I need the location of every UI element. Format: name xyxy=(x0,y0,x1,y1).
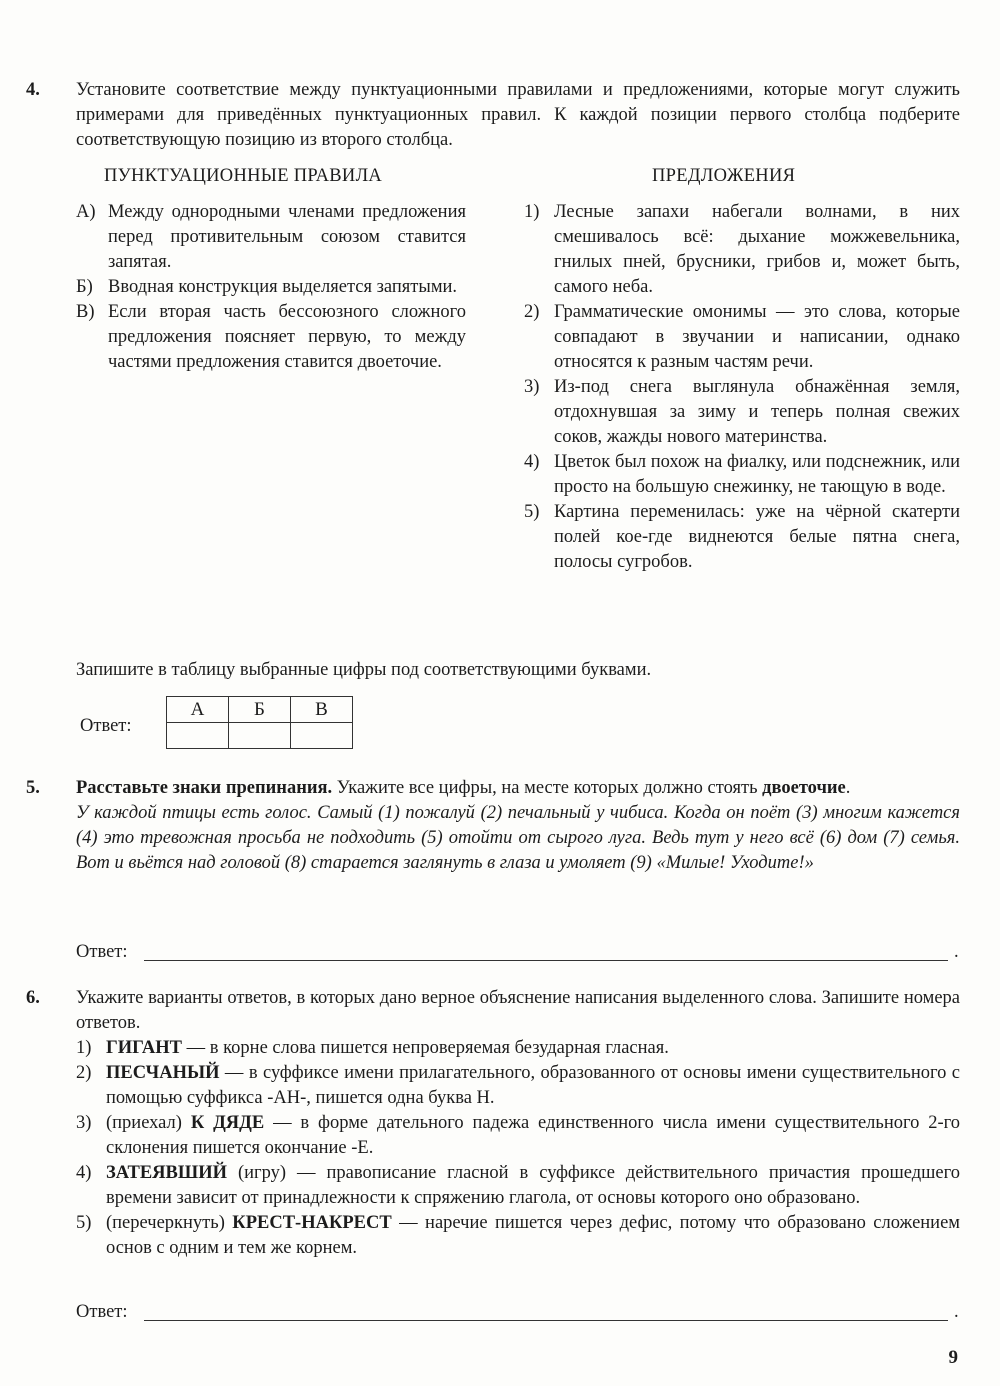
sentence-item xyxy=(524,200,960,300)
option-label: 2) xyxy=(76,1063,92,1083)
task-6-option xyxy=(76,1061,960,1111)
sentence-label: 1) xyxy=(524,202,540,222)
rule-label: Б) xyxy=(76,277,93,297)
task-5-instruction-bold: Расставьте знаки препинания. xyxy=(76,778,333,798)
task-5-answer-line[interactable] xyxy=(144,960,948,961)
option-label: 1) xyxy=(76,1038,92,1058)
option-word: КРЕСТ-НАКРЕСТ xyxy=(232,1213,392,1233)
rule-text: Если вторая часть бессоюзного сложного предложения поясняет первую, то между частями предложения ставится двоеточие. xyxy=(108,302,466,372)
rule-item xyxy=(76,200,466,275)
sentence-label: 4) xyxy=(524,452,540,472)
option-pre: (приехал) xyxy=(106,1113,191,1133)
task-5-instruction-rest: Укажите все цифры, на месте которых должно стоять xyxy=(336,778,758,798)
sentence-label: 3) xyxy=(524,377,540,397)
sentence-item xyxy=(524,300,960,375)
rule-item xyxy=(76,300,466,375)
answer-table-header: В xyxy=(291,697,353,723)
task-6-answer-line[interactable] xyxy=(144,1320,948,1321)
task-5-answer-end: . xyxy=(954,942,959,962)
option-post: (игру) xyxy=(226,1163,287,1183)
option-text: — в форме дательного падежа единственного числа имени существительного 2-го склонения пишется окончание -Е. xyxy=(106,1113,961,1158)
rules-column xyxy=(76,200,466,375)
page-number: 9 xyxy=(948,1347,958,1368)
task-6-body xyxy=(76,986,960,1261)
task-6-option xyxy=(76,1111,960,1161)
table-instruction: Запишите в таблицу выбранные цифры под соответствующими буквами. xyxy=(76,660,652,680)
option-text: — в корне слова пишется непроверяемая безударная гласная. xyxy=(182,1038,669,1058)
task-5-instruction-end: . xyxy=(845,778,851,798)
rules-column-header: ПУНКТУАЦИОННЫЕ ПРАВИЛА xyxy=(104,166,383,186)
sentence-text: Лесные запахи набегали волнами, в них смешивалось всё: дыхание можжевельника, гнилых пней, брусники, грибов и, может быть, самого неба. xyxy=(554,202,960,297)
option-text: — в суффиксе имени прилагательного, образованного от основы имени существительного с помощью суффикса -АН-, пишется одна буква Н. xyxy=(106,1063,960,1108)
task-6-number: 6. xyxy=(26,988,40,1008)
task-4-answer-label: Ответ: xyxy=(80,716,132,736)
option-word: ПЕСЧАНЫЙ xyxy=(106,1063,220,1083)
sentence-text: Картина переменилась: уже на чёрной скатерти полей кое-где виднеются белые пятна снега, полосы сугробов. xyxy=(554,502,960,572)
answer-cell-c[interactable] xyxy=(291,723,353,749)
task-4-intro xyxy=(76,78,960,153)
sentence-item xyxy=(524,375,960,450)
task-5-number: 5. xyxy=(26,778,40,798)
task-4-intro-text: Установите соответствие между пунктуационными правилами и предложениями, которые могут служить примерами для приведённых пунктуационных правил. К каждой позиции первого столбца подберите соответствующую позицию из второго столбца. xyxy=(76,80,960,150)
rule-item xyxy=(76,275,466,300)
rule-text: Вводная конструкция выделяется запятыми. xyxy=(108,277,458,297)
answer-table xyxy=(166,696,353,749)
task-6-option xyxy=(76,1161,960,1211)
option-word: ГИГАНТ xyxy=(106,1038,183,1058)
rule-label: А) xyxy=(76,202,96,222)
option-label: 5) xyxy=(76,1213,92,1233)
task-4-number: 4. xyxy=(26,80,40,100)
sentences-column xyxy=(524,200,960,575)
sentence-label: 2) xyxy=(524,302,540,322)
sentences-column-header: ПРЕДЛОЖЕНИЯ xyxy=(652,166,796,186)
option-pre: (перечеркнуть) xyxy=(106,1213,233,1233)
rule-text: Между однородными членами предложения перед противительным союзом ставится запятая. xyxy=(108,202,466,272)
sentence-label: 5) xyxy=(524,502,540,522)
option-label: 4) xyxy=(76,1163,92,1183)
answer-table-header: Б xyxy=(229,697,291,723)
task-6-option xyxy=(76,1036,960,1061)
task-5-answer-label: Ответ: xyxy=(76,942,128,962)
task-5-body xyxy=(76,776,960,876)
task-5-instruction xyxy=(76,776,960,801)
answer-cell-b[interactable] xyxy=(229,723,291,749)
option-label: 3) xyxy=(76,1113,92,1133)
option-text: — правописание гласной в суффиксе действительного причастия прошедшего времени зависит от принадлежности к спряжению глагола, от основы которого оно образовано. xyxy=(106,1163,960,1208)
sentence-text: Грамматические омонимы — это слова, которые совпадают в звучании и написании, однако относятся к разным частям речи. xyxy=(554,302,960,372)
answer-cell-a[interactable] xyxy=(167,723,229,749)
sentence-text: Из-под снега выглянула обнажённая земля, отдохнувшая за зиму и теперь полная свежих соков, жажды нового материнства. xyxy=(554,377,960,447)
option-text: — наречие пишется через дефис, потому что образовано сложением основ с одним и тем же корнем. xyxy=(106,1213,960,1258)
option-word: ЗАТЕЯВШИЙ xyxy=(106,1163,227,1183)
task-6-answer-label: Ответ: xyxy=(76,1302,128,1322)
task-6-option xyxy=(76,1211,960,1261)
answer-table-header: А xyxy=(167,697,229,723)
sentence-item xyxy=(524,500,960,575)
task-6-instruction: Укажите варианты ответов, в которых дано верное объяснение написания выделенного слова. Запишите номера ответов. xyxy=(76,988,960,1033)
sentence-text: Цветок был похож на фиалку, или подснежник, или просто на большую снежинку, не тающую в воде. xyxy=(554,452,960,497)
task-5-instruction-bold2: двоеточие xyxy=(762,778,846,798)
task-5-text: У каждой птицы есть голос. Самый (1) пожалуй (2) печальный у чибиса. Когда он поёт (3) многим кажется (4) это тревожная просьба не подходить (5) отойти от сырого луга. Ведь тут у него всё (6) дом (7) семья. Вот и вьётся над головой (8) старается заглянуть в глаза и умоляет (9) «Милые! Уходите!» xyxy=(76,803,960,873)
task-6-answer-end: . xyxy=(954,1302,959,1322)
option-word: К ДЯДЕ xyxy=(190,1113,265,1133)
sentence-item xyxy=(524,450,960,500)
rule-label: В) xyxy=(76,302,95,322)
